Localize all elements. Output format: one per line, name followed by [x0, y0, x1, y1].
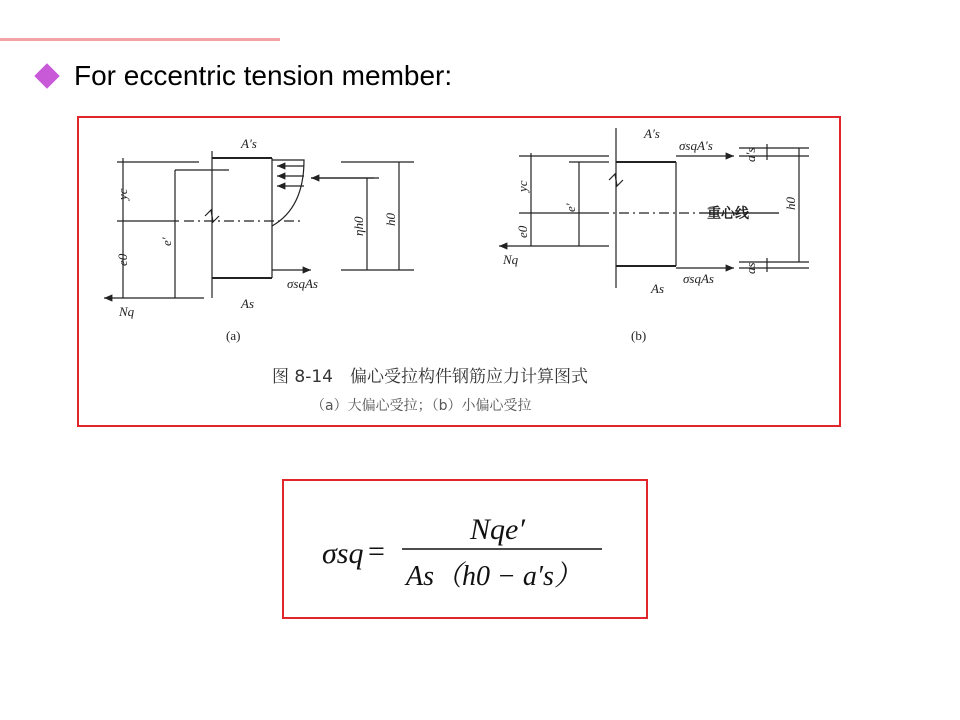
- panel-a-Nq: Nq: [119, 304, 135, 319]
- panel-b-a: as: [743, 262, 758, 274]
- slide-heading: [30, 60, 452, 92]
- panel-a-labels: [115, 136, 398, 343]
- panel-a-e-prime: e′: [159, 237, 174, 246]
- stress-formula: [284, 481, 646, 617]
- panel-b-force-top: σsqA′s: [679, 138, 713, 153]
- panel-a-yc: yc: [115, 188, 130, 200]
- figure-frame: [77, 116, 841, 427]
- panel-b-caption: (b): [631, 328, 647, 343]
- panel-b-As-prime: A′s: [644, 126, 660, 141]
- panel-b-yc: yc: [515, 180, 530, 192]
- diamond-bullet-icon: [34, 63, 59, 88]
- panel-b-centroid-line: 重心线: [707, 206, 749, 222]
- panel-a-e0: e0: [115, 253, 130, 266]
- formula-numerator: Nqe′: [470, 513, 525, 546]
- formula-frame: [282, 479, 648, 619]
- panel-a-eta-h0: ηh0: [351, 216, 366, 236]
- panel-b-force-bottom: σsqAs: [683, 271, 714, 286]
- figure-caption-sub: （a）大偏心受拉；（b）小偏心受拉: [311, 398, 532, 414]
- panel-a-As-prime: A′s: [241, 136, 257, 151]
- panel-a: [104, 151, 414, 298]
- panel-b-As: As: [651, 281, 664, 296]
- panel-a-As: As: [241, 296, 254, 311]
- stress-diagram: [79, 118, 839, 425]
- title-underline: [0, 38, 280, 41]
- panel-b-Nq: Nq: [503, 252, 519, 267]
- formula-equals: =: [368, 535, 385, 568]
- figure-caption-title: 图 8-14 偏心受拉构件钢筋应力计算图式: [272, 367, 588, 387]
- heading-text: For eccentric tension member:: [74, 60, 453, 91]
- panel-b-h0: h0: [783, 197, 798, 210]
- formula-denominator: As（h0 − a′s）: [406, 561, 582, 592]
- panel-b-e0: e0: [515, 225, 530, 238]
- panel-a-force: σsqAs: [287, 276, 318, 291]
- panel-b-a-prime: a′s: [743, 147, 758, 162]
- panel-a-h0: h0: [383, 213, 398, 226]
- panel-a-caption: (a): [226, 328, 241, 343]
- panel-b-e-prime: e′: [563, 203, 578, 212]
- panel-b-labels: [502, 126, 798, 343]
- panel-b: [499, 128, 809, 288]
- formula-lhs: σsq: [322, 537, 364, 570]
